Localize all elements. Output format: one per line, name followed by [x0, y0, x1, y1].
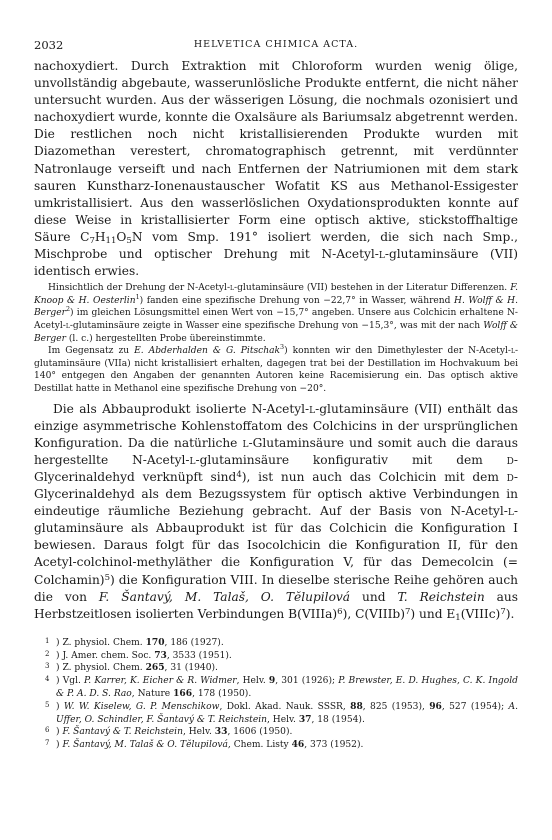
text-run: ), ist nun auch das Colchicin mit dem [241, 469, 507, 484]
footnote-mark: 6 [45, 726, 50, 735]
author-names: W. W. Kiselew, G. P. Menschikow [63, 701, 220, 712]
text-run: ) fanden eine spezifische Drehung von −22,7° in Wasser, während [139, 295, 455, 306]
stereo-prefix: l [507, 504, 514, 519]
footnote: 5 ) W. W. Kiselew, G. P. Menschikow, Dokl. Akad. Nauk. SSSR, 88, 825 (1953), 96, 527 (1954); A. Uffer, O. Schindler, F. Šantavý & T. Reichstein, Helv. 37, 18 (1954). [45, 700, 518, 725]
text-run: , Nature [131, 688, 174, 699]
text-run: -Glycerinaldehyd als dem Bezugssystem für optisch aktive Verbindungen in eindeutige räumliche Beziehung gebracht. Auf der Basis von N-Acetyl- [34, 469, 518, 519]
stereo-prefix: l [230, 283, 235, 294]
footnote-ref: 1 [135, 292, 140, 301]
text-run: , 825 (1953), [362, 701, 430, 712]
footnote: 6 ) F. Šantavý & T. Reichstein, Helv. 33, 1606 (1950). [45, 726, 293, 738]
text-run: ) und E [410, 606, 456, 621]
author-names: P. Brewster, E. D. Hughes, C. K. Ingold & P. A. D. S. Rao [56, 676, 518, 699]
footnote-mark: 5 [45, 700, 50, 709]
author-names: P. Karrer, K. Eicher & R. Widmer [84, 676, 237, 687]
text-run: (l. c.) hergestellten Probe übereinstimmte. [65, 333, 266, 344]
author-names: E. Abderhalden & G. Pitschak [134, 346, 281, 357]
text-run: Z. physiol. Chem. [62, 663, 146, 674]
page-number: 2032 [34, 38, 64, 52]
footnote-ref: 7 [404, 606, 411, 617]
page-body [34, 58, 518, 752]
formula-element: C [80, 229, 90, 244]
note-paragraph-dimethylester [34, 345, 518, 395]
volume-number: 9 [268, 675, 276, 687]
footnote-mark: 7 [45, 739, 50, 748]
footnote: 1 ) Z. physiol. Chem. 170, 186 (1927). [45, 636, 224, 648]
stereo-prefix: l [309, 401, 316, 416]
author-names: T. Reichstein [397, 589, 485, 604]
text-run: -glutaminsäure als Abbauprodukt ist für das Colchicin die Konfiguration I bewiesen. Daraus folgt für das Isocolchicin die Konfiguration II, für den Acetyl-colchinol-methyläther die Konfiguration V, für das Demecolcin (= Colchamin) [34, 504, 518, 587]
author-names: F. Šantavý & T. Reichstein [62, 727, 183, 738]
footnote: 3 ) Z. physiol. Chem. 265, 31 (1940). [45, 662, 218, 674]
text-run: ), C(VIIIb) [342, 606, 405, 621]
footnote-mark: 2 [45, 649, 50, 658]
footnote-ref: 5 [104, 572, 110, 583]
formula-subscript: 7 [89, 235, 95, 246]
text-run: , Helv. [182, 727, 215, 738]
journal-title: HELVETICA CHIMICA ACTA. [193, 39, 359, 50]
text-run: J. Amer. chem. Soc. [62, 650, 155, 661]
formula-subscript: 11 [105, 235, 117, 246]
subscript: 1 [455, 612, 461, 623]
text-run: -glutaminsäure konfigurativ mit dem [195, 452, 507, 467]
stereo-prefix: d [506, 452, 514, 467]
footnote: 2 ) J. Amer. chem. Soc. 73, 3533 (1951). [45, 649, 232, 661]
text-run: , Helv. [266, 714, 299, 725]
stereo-prefix: d [506, 469, 514, 484]
footnote-mark: 4 [45, 675, 50, 684]
volume-number: 88 [350, 700, 363, 712]
footnotes [34, 637, 518, 752]
text-run: ) die Konfiguration VIII. In dieselbe sterische Reihe gehören auch die von [34, 572, 518, 604]
volume-number: 37 [298, 713, 312, 725]
text-run: , 186 (1927). [164, 637, 224, 648]
volume-number: 33 [214, 726, 228, 738]
text-run: Z. physiol. Chem. [62, 637, 146, 648]
text-run: -glutaminsäure (VII) identisch erwies. [34, 247, 518, 279]
footnote: 7 ) F. Šantavý, M. Talaš & O. Tĕlupilová, Chem. Listy 46, 373 (1952). [45, 739, 364, 751]
text-run: , 301 (1926); [275, 676, 339, 687]
text-run: , 527 (1954); [441, 701, 509, 712]
stereo-prefix: l [65, 321, 70, 331]
formula-element: O [116, 229, 127, 244]
text-run: , Helv. [236, 676, 269, 687]
formula-subscript: 5 [126, 235, 132, 246]
stereo-prefix: l [510, 346, 515, 357]
text-run: -glutaminsäure (VII) bestehen in der Literatur Differenzen. [234, 283, 511, 294]
text-run: , 373 (1952). [304, 740, 364, 751]
text-run: -Glutaminsäure und somit auch die daraus hergestellte N-Acetyl- [34, 435, 518, 467]
text-run: ) im gleichen Lösungsmittel einen Wert von −15,7° angeben. Unsere aus Colchicin erhaltene N-Acetyl- [34, 308, 518, 331]
running-header [34, 38, 518, 52]
text-run: ). [505, 606, 515, 621]
text-run: nachoxydiert. Durch Extraktion mit Chloroform wurden wenig ölige, unvollständig abgebaute, wasserunlösliche Produkte entfernt, die nicht näher untersucht wurden. Aus der wässerigen Lösung, die nochmals ozonisiert und nachoxydiert wurde, konnte die Oxalsäure als Bariumsalz abgetrennt werden. Die restlichen noch nicht kristallisierenden Produkte wurden mit Diazomethan verestert, chromatographisch getrennt, mit verdünnter Natronlauge verseift und nach Entfernen der Natriumionen mit dem stark sauren Kunstharz-Ionenaustauscher Wofatit KS aus Methanol-Essigester umkristallisiert. Aus den wasserlöslichen Oxydationsprodukten konnte auf diese Weise in kristallisierter Form eine optisch aktive, stickstoffhaltige Säure [34, 59, 518, 244]
author-names: F. Šantavý, M. Talaš & O. Tĕlupilová [62, 740, 228, 751]
text-run: Im Gegensatz zu [48, 346, 135, 357]
stereo-prefix: l [189, 452, 196, 467]
text-run: Die als Abbauprodukt isolierte N-Acetyl- [53, 401, 310, 416]
author-names: Wolff & Berger [34, 321, 518, 344]
text-run: vom Smp. 191° isoliert werden, die sich nach Smp., Mischprobe und optischer Drehung mit N-Acetyl- [34, 229, 518, 262]
text-run: Hinsichtlich der Drehung der N-Acetyl- [48, 283, 231, 294]
footnote-ref: 6 [337, 606, 343, 617]
paragraph-extraction [34, 58, 518, 280]
text-run: , 3533 (1951). [166, 650, 232, 661]
text-run: , Dokl. Akad. Nauk. SSSR, [219, 701, 351, 712]
text-run: Vgl. [62, 676, 85, 687]
text-run: und [350, 589, 398, 604]
text-run: (VIIIc) [460, 606, 501, 621]
volume-number: 166 [173, 687, 193, 699]
footnote: 4 ) Vgl. P. Karrer, K. Eicher & R. Widmer, Helv. 9, 301 (1926); P. Brewster, E. D. Hughes, C. K. Ingold & P. A. D. S. Rao, Nature 166, 178 (1950). [45, 675, 518, 699]
text-run: aus Herbstzeitlosen isolierten Verbindungen B(VIIIa) [34, 589, 519, 621]
stereo-prefix: l [378, 247, 385, 262]
text-run: -Glycerinaldehyd verknüpft sind [34, 452, 519, 484]
author-names: F. Knoop & H. Oesterlin [34, 283, 519, 306]
text-run: , 18 (1954). [311, 714, 365, 725]
footnote-mark: 3 [45, 662, 50, 671]
footnote-ref: 7 [500, 606, 506, 617]
text-run: -glutaminsäure (VII) enthält das einzige asymmetrische Kohlenstoffatom des Colchicins in der ursprünglichen Konfiguration. Da die natürliche [34, 401, 518, 450]
author-names: F. Šantavý, M. Talaš, O. Tĕlupilová [98, 589, 351, 604]
text-run: ) konnten wir den Dimethylester der N-Acetyl- [284, 346, 511, 357]
stereo-prefix: l [242, 435, 249, 450]
formula-element: N [131, 229, 143, 244]
author-names: H. Wolff & H. Berger [34, 295, 518, 319]
text-run: -glutaminsäure (VIIa) nicht kristallisiert erhalten, dagegen trat bei der Destillation im Hochvakuum bei 140° entgegen den Angaben der genannten Autoren keine Racemisierung ein. Das optisch aktive Destillat hatte in Methanol eine spezifische Drehung von −20°. [34, 346, 519, 394]
text-run: , 178 (1950). [192, 688, 252, 699]
footnote-ref: 4 [236, 469, 242, 480]
formula-element: H [94, 229, 106, 244]
text-run: -glutaminsäure zeigte in Wasser eine spezifische Drehung von −15,3°, was mit der nach [69, 321, 484, 331]
volume-number: 46 [291, 739, 305, 751]
volume-number: 96 [429, 700, 442, 712]
footnote-mark: 1 [45, 636, 50, 645]
text-run: , 31 (1940). [164, 663, 218, 674]
volume-number: 265 [145, 662, 165, 674]
footnote-ref: 2 [65, 305, 71, 314]
volume-number: 170 [145, 636, 165, 648]
footnote-ref: 3 [280, 343, 285, 352]
author-names: A. Uffer, O. Schindler, F. Šantavý & T. Reichstein [56, 701, 518, 725]
text-run: , Chem. Listy [227, 740, 292, 751]
text-run: , 1606 (1950). [227, 727, 293, 738]
paragraph-configuration [34, 401, 518, 623]
volume-number: 73 [154, 649, 167, 661]
note-paragraph-rotation [34, 282, 518, 345]
